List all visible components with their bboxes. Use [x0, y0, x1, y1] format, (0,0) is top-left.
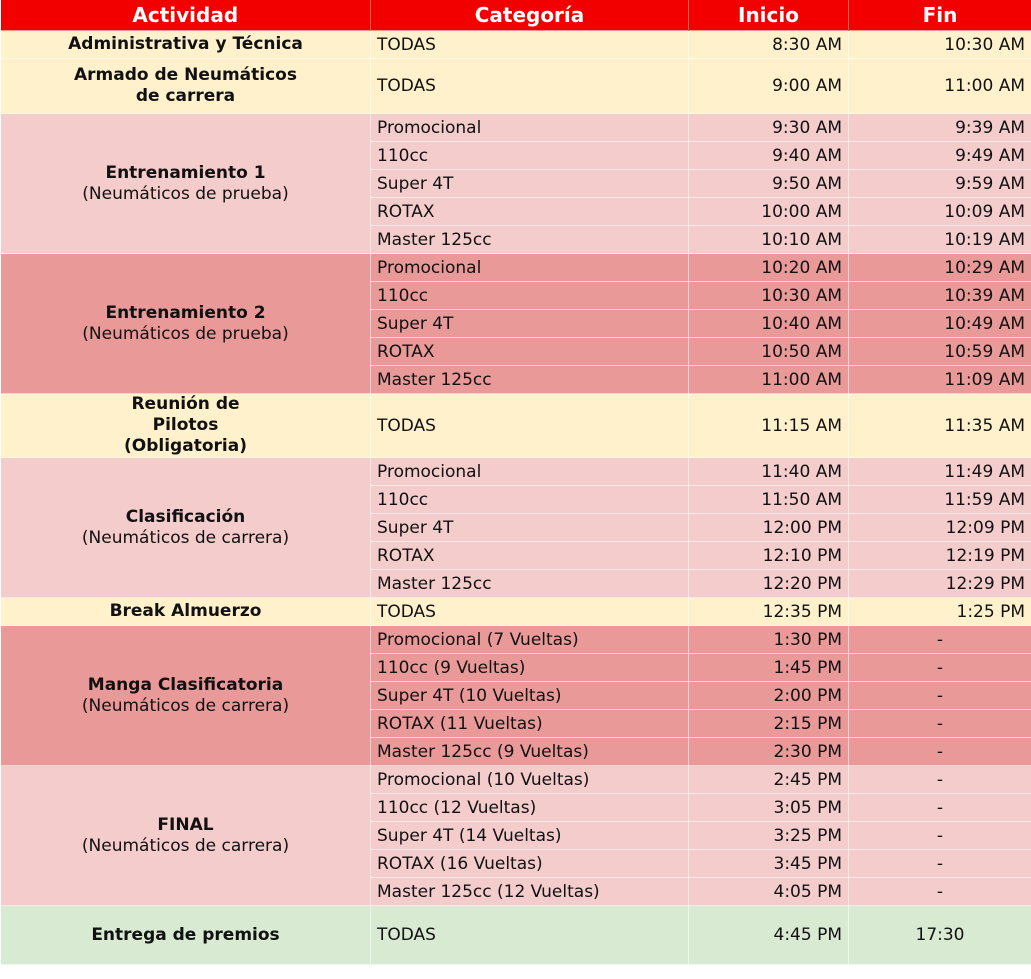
end-cell: 12:09 PM	[849, 514, 1031, 542]
start-cell: 2:15 PM	[689, 710, 849, 738]
start-cell: 2:45 PM	[689, 766, 849, 794]
end-cell: 9:49 AM	[849, 142, 1031, 170]
end-cell: -	[849, 710, 1031, 738]
start-cell: 10:20 AM	[689, 254, 849, 282]
start-cell: 3:45 PM	[689, 850, 849, 878]
start-cell: 10:50 AM	[689, 338, 849, 366]
end-cell: -	[849, 822, 1031, 850]
category-cell: ROTAX (11 Vueltas)	[371, 710, 689, 738]
end-cell: -	[849, 626, 1031, 654]
activity-title: Manga Clasificatoria	[87, 674, 284, 695]
category-cell: Promocional	[371, 458, 689, 486]
start-cell: 10:30 AM	[689, 282, 849, 310]
start-cell: 4:05 PM	[689, 878, 849, 906]
category-cell: TODAS	[371, 394, 689, 458]
category-cell: TODAS	[371, 59, 689, 114]
table-row	[1, 766, 1031, 794]
category-cell: Promocional	[371, 254, 689, 282]
activity-cell	[1, 254, 371, 394]
end-cell: -	[849, 682, 1031, 710]
category-cell: 110cc	[371, 486, 689, 514]
category-cell: 110cc	[371, 282, 689, 310]
category-cell: Promocional	[371, 114, 689, 142]
end-cell: 10:49 AM	[849, 310, 1031, 338]
category-cell: 110cc	[371, 142, 689, 170]
table-row	[1, 626, 1031, 654]
end-cell: 10:29 AM	[849, 254, 1031, 282]
end-cell: 10:09 AM	[849, 198, 1031, 226]
activity-cell	[1, 59, 371, 114]
start-cell: 9:40 AM	[689, 142, 849, 170]
end-cell: 1:25 PM	[849, 598, 1031, 626]
category-cell: Super 4T (14 Vueltas)	[371, 822, 689, 850]
category-cell: 110cc (12 Vueltas)	[371, 794, 689, 822]
category-cell: TODAS	[371, 598, 689, 626]
activity-title: FINAL	[157, 814, 214, 835]
activity-subtitle: (Neumáticos de prueba)	[82, 323, 289, 344]
category-cell: Promocional (7 Vueltas)	[371, 626, 689, 654]
start-cell: 12:35 PM	[689, 598, 849, 626]
start-cell: 9:30 AM	[689, 114, 849, 142]
start-cell: 8:30 AM	[689, 31, 849, 59]
category-cell: Super 4T (10 Vueltas)	[371, 682, 689, 710]
end-cell: 10:59 AM	[849, 338, 1031, 366]
start-cell: 9:50 AM	[689, 170, 849, 198]
start-cell: 1:45 PM	[689, 654, 849, 682]
start-cell: 1:30 PM	[689, 626, 849, 654]
activity-title: Reunión de Pilotos (Obligatoria)	[124, 394, 247, 456]
end-cell: -	[849, 654, 1031, 682]
table-row	[1, 59, 1031, 114]
category-cell: Super 4T	[371, 170, 689, 198]
category-cell: TODAS	[371, 31, 689, 59]
category-cell: Super 4T	[371, 514, 689, 542]
header-inicio: Inicio	[689, 0, 849, 31]
start-cell: 11:50 AM	[689, 486, 849, 514]
start-cell: 10:40 AM	[689, 310, 849, 338]
activity-cell	[1, 114, 371, 254]
activity-subtitle: (Neumáticos de carrera)	[81, 835, 290, 856]
header-categoria: Categoría	[371, 0, 689, 31]
table-row	[1, 114, 1031, 142]
table-row	[1, 598, 1031, 626]
end-cell: 9:59 AM	[849, 170, 1031, 198]
end-cell: 11:35 AM	[849, 394, 1031, 458]
end-cell: 12:29 PM	[849, 570, 1031, 598]
start-cell: 11:00 AM	[689, 366, 849, 394]
category-cell: Promocional (10 Vueltas)	[371, 766, 689, 794]
activity-subtitle: (Neumáticos de carrera)	[81, 695, 290, 716]
start-cell: 3:05 PM	[689, 794, 849, 822]
end-cell: -	[849, 738, 1031, 766]
table-row	[1, 31, 1031, 59]
activity-title: Clasificación	[125, 506, 246, 527]
activity-cell	[1, 766, 371, 906]
activity-cell	[1, 458, 371, 598]
end-cell: -	[849, 766, 1031, 794]
start-cell: 12:10 PM	[689, 542, 849, 570]
end-cell: 11:00 AM	[849, 59, 1031, 114]
header-row	[1, 0, 1031, 31]
start-cell: 11:40 AM	[689, 458, 849, 486]
header-actividad: Actividad	[1, 0, 371, 31]
end-cell: 11:09 AM	[849, 366, 1031, 394]
start-cell: 2:30 PM	[689, 738, 849, 766]
start-cell: 10:10 AM	[689, 226, 849, 254]
activity-title: Break Almuerzo	[109, 601, 262, 621]
table-row	[1, 394, 1031, 458]
category-cell: Master 125cc (12 Vueltas)	[371, 878, 689, 906]
table-row	[1, 906, 1031, 965]
end-cell: 10:39 AM	[849, 282, 1031, 310]
start-cell: 10:00 AM	[689, 198, 849, 226]
table-row	[1, 458, 1031, 486]
end-cell: -	[849, 850, 1031, 878]
activity-cell	[1, 906, 371, 965]
start-cell: 12:20 PM	[689, 570, 849, 598]
category-cell: ROTAX	[371, 198, 689, 226]
activity-title: Entrenamiento 2	[105, 302, 266, 323]
activity-cell	[1, 626, 371, 766]
end-cell: 10:19 AM	[849, 226, 1031, 254]
start-cell: 2:00 PM	[689, 682, 849, 710]
category-cell: ROTAX	[371, 542, 689, 570]
table-row	[1, 254, 1031, 282]
end-cell: 12:19 PM	[849, 542, 1031, 570]
end-cell: -	[849, 878, 1031, 906]
category-cell: Master 125cc	[371, 366, 689, 394]
start-cell: 4:45 PM	[689, 906, 849, 965]
header-fin: Fin	[849, 0, 1031, 31]
end-cell: 9:39 AM	[849, 114, 1031, 142]
category-cell: ROTAX (16 Vueltas)	[371, 850, 689, 878]
category-cell: Master 125cc	[371, 226, 689, 254]
end-cell: 10:30 AM	[849, 31, 1031, 59]
activity-title: Armado de Neumáticos de carrera	[74, 65, 297, 106]
end-cell: 11:49 AM	[849, 458, 1031, 486]
category-cell: Super 4T	[371, 310, 689, 338]
start-cell: 12:00 PM	[689, 514, 849, 542]
activity-title: Entrega de premios	[91, 924, 280, 945]
category-cell: TODAS	[371, 906, 689, 965]
activity-cell	[1, 31, 371, 59]
category-cell: ROTAX	[371, 338, 689, 366]
end-cell: -	[849, 794, 1031, 822]
start-cell: 11:15 AM	[689, 394, 849, 458]
category-cell: Master 125cc	[371, 570, 689, 598]
end-cell: 17:30	[849, 906, 1031, 965]
start-cell: 9:00 AM	[689, 59, 849, 114]
activity-subtitle: (Neumáticos de carrera)	[81, 527, 290, 548]
activity-subtitle: (Neumáticos de prueba)	[82, 183, 289, 204]
activity-cell	[1, 598, 371, 626]
activity-title: Entrenamiento 1	[105, 162, 266, 183]
category-cell: Master 125cc (9 Vueltas)	[371, 738, 689, 766]
start-cell: 3:25 PM	[689, 822, 849, 850]
category-cell: 110cc (9 Vueltas)	[371, 654, 689, 682]
activity-title: Administrativa y Técnica	[68, 34, 303, 54]
end-cell: 11:59 AM	[849, 486, 1031, 514]
activity-cell	[1, 394, 371, 458]
